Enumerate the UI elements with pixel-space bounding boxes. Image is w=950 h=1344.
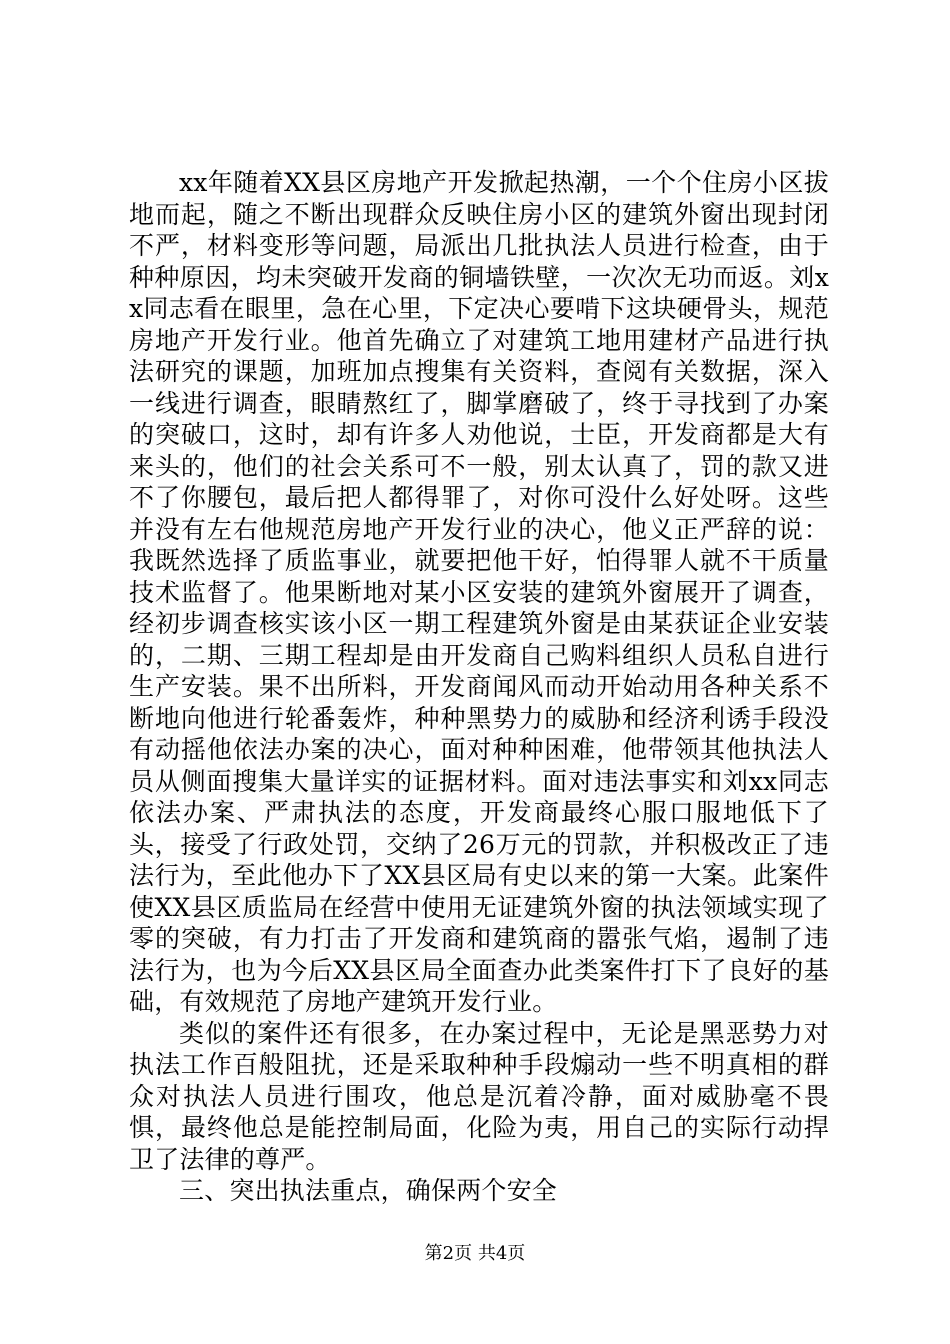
- document-body: [129, 167, 829, 1207]
- section-heading: 三、突出执法重点，确保两个安全: [179, 1176, 558, 1205]
- body-paragraph-1: xx年随着XX县区房地产开发掀起热潮，一个个住房小区拔地而起，随之不断出现群众反映住房小区的建筑外窗出现封闭不严，材料变形等问题，局派出几批执法人员进行检查，由于种种原因，均未突破开发商的铜墙铁壁，一次次无功而返。刘xx同志看在眼里，急在心里，下定决心要啃下这块硬骨头，规范房地产开发行业。他首先确立了对建筑工地用建材产品进行执法研究的课题，加班加点搜集有关资料，查阅有关数据，深入一线进行调查，眼睛熬红了，脚掌磨破了，终于寻找到了办案的突破口，这时，却有许多人劝他说，士臣，开发商都是大有来头的，他们的社会关系可不一般，别太认真了，罚的款又进不了你腰包，最后把人都得罪了，对你可没什么好处呀。这些并没有左右他规范房地产开发行业的决心，他义正严辞的说：我既然选择了质监事业，就要把他干好，怕得罪人就不干质量技术监督了。他果断地对某小区安装的建筑外窗展开了调查，经初步调查核实该小区一期工程建筑外窗是由某获证企业安装的，二期、三期工程却是由开发商自己购料组织人员私自进行生产安装。果不出所料，开发商闻风而动开始动用各种关系不断地向他进行轮番轰炸，种种黑势力的威胁和经济利诱手段没有动摇他依法办案的决心，面对种种困难，他带领其他执法人员从侧面搜集大量详实的证据材料。面对违法事实和刘xx同志依法办案、严肃执法的态度，开发商最终心服口服地低下了头，接受了行政处罚，交纳了26万元的罚款，并积极改正了违法行为，至此他办下了XX县区局有史以来的第一大案。此案件使XX县区质监局在经营中使用无证建筑外窗的执法领域实现了零的突破，有力打击了开发商和建筑商的嚣张气焰，遏制了违法行为，也为今后XX县区局全面查办此类案件打下了良好的基础，有效规范了房地产建筑开发行业。: [129, 168, 829, 1016]
- page-footer: [0, 1242, 950, 1266]
- body-paragraph-2: 类似的案件还有很多，在办案过程中，无论是黑恶势力对执法工作百般阻扰，还是采取种种手段煽动一些不明真相的群众对执法人员进行围攻，他总是沉着冷静，面对威胁毫不畏惧，最终他总是能控制局面，化险为夷，用自己的实际行动捍卫了法律的尊严。: [129, 1018, 829, 1174]
- page-number: 第2页 共4页: [424, 1243, 526, 1264]
